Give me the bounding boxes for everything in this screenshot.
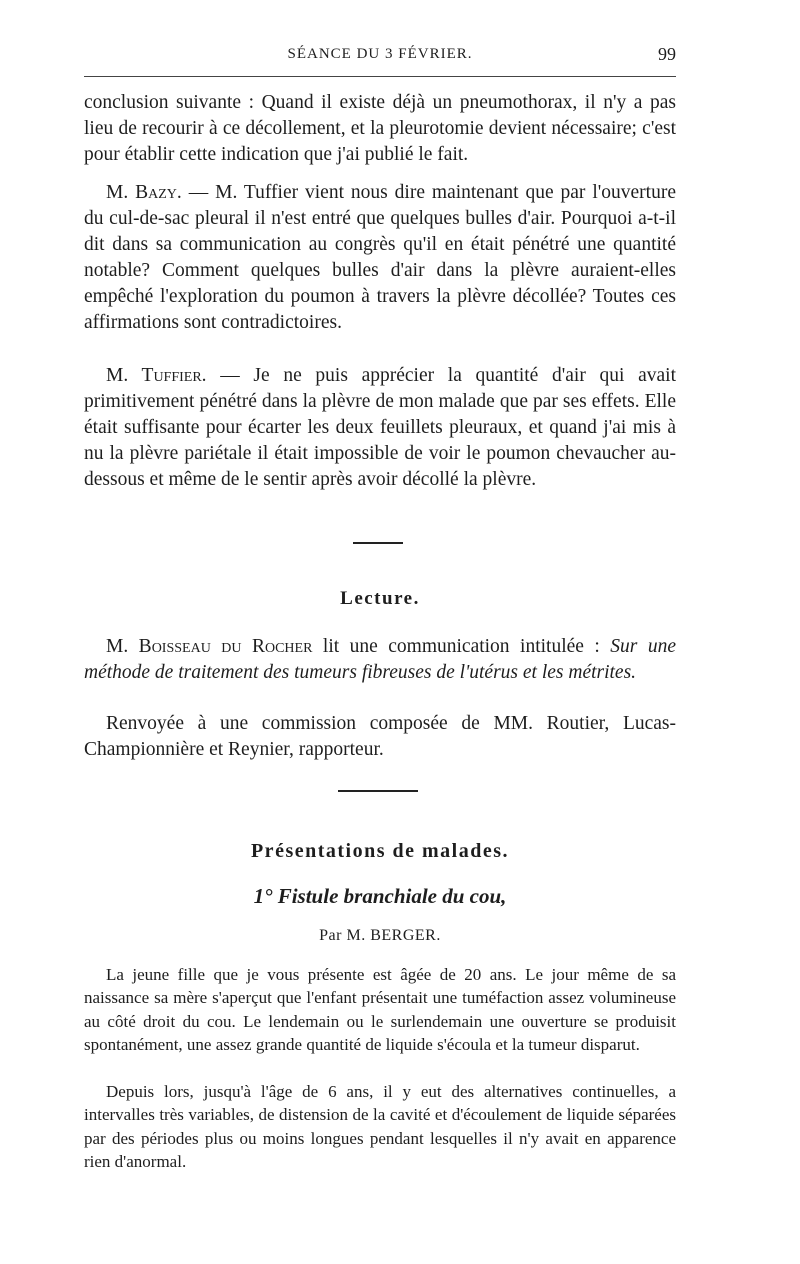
header-rule — [84, 76, 676, 77]
running-title: SÉANCE DU 3 FÉVRIER. — [287, 46, 473, 62]
section-divider — [338, 790, 418, 792]
paragraph-case-description: La jeune fille que je vous présente est âgée de 20 ans. Le jour même de sa naissance sa mère s'aperçut que l'enfant présentait une tuméfaction assez volumineuse au côté droit du cou. Le lendemain ou le surlendemain une ouverture se produisit spontanément, une assez grande quantité de liquide s'écoula et la tumeur disparut. — [84, 965, 676, 1055]
section-heading-lecture: Lecture. — [340, 588, 420, 609]
paragraph-tuffier — [84, 363, 676, 493]
subheading-fistule: 1° Fistule branchiale du cou, — [253, 884, 507, 908]
running-header — [84, 44, 676, 70]
paragraph-text: — M. Tuffier vient nous dire maintenant que par l'ouverture du cul-de-sac pleural il n'est entré que quelques bulles d'air. Pourquoi a-t-il dit dans sa communication au congrès qu'il en était pénétré une quantité notable? Comment quelques bulles d'air dans la plèvre auraient-elles empêché l'exploration du poumon à travers la plèvre décollée? Toutes ces affirmations sont contradictoires. — [84, 182, 676, 333]
speaker-name: M. Bazy. — [106, 182, 182, 203]
paragraph-lecture-communication — [84, 634, 676, 686]
section-divider — [353, 542, 403, 544]
byline: Par M. BERGER. — [319, 927, 441, 944]
author-name: M. Boisseau du Rocher — [106, 636, 313, 657]
paragraph-conclusion: conclusion suivante : Quand il existe déjà un pneumothorax, il n'y a pas lieu de recourir à ce décollement, et la pleurotomie devient nécessaire; c'est pour établir cette indication que j'ai publié le fait. — [84, 92, 676, 165]
paragraph-text: — Je ne puis apprécier la quantité d'air qui avait primitivement pénétré dans la plèvre de mon malade que par ses effets. Elle était suffisante pour écarter les deux feuillets pleuraux, et quand j'ai mis à nu la plèvre pariétale il était impossible de voir le poumon chevaucher au-dessous et même de le sentir après avoir décollé la plèvre. — [84, 365, 676, 490]
paragraph-lecture-commission: Renvoyée à une commission composée de MM. Routier, Lucas-Championnière et Reynier, rapporteur. — [84, 713, 676, 760]
page-number: 99 — [658, 44, 676, 64]
communication-title: Sur une méthode de traitement des tumeurs fibreuses de l'utérus et les métrites. — [84, 636, 677, 683]
paragraph-text: lit une communication intitulée : — [312, 636, 611, 657]
paragraph-bazy — [84, 180, 676, 336]
section-heading-presentations: Présentations de malades. — [250, 840, 510, 862]
speaker-name: M. Tuffier. — [106, 365, 207, 386]
paragraph-case-history: Depuis lors, jusqu'à l'âge de 6 ans, il y eut des alternatives continuelles, a intervalles très variables, de distension de la cavité et d'écoulement de liquide séparées par des périodes plus ou moins longues pendant lesquelles il n'y avait en apparence rien d'anormal. — [84, 1082, 676, 1172]
